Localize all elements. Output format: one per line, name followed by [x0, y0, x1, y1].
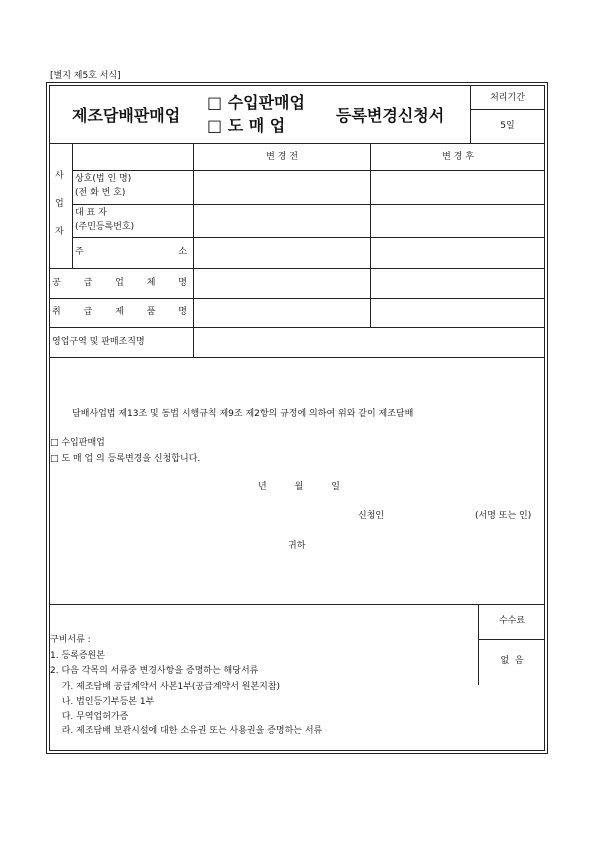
column-before: 변 경 전 [266, 152, 298, 162]
processing-period-value: 5일 [500, 121, 515, 131]
sales-area-label: 영업구역 및 판매조직명 [52, 337, 145, 347]
form-tag: [별지 제5호 서식] [50, 71, 121, 81]
statement-option-wholesale: □ 도 매 업 의 등록변경을 신청합니다. [50, 454, 201, 464]
representative-label: 대 표 자 [75, 208, 107, 218]
sales-area-field[interactable] [194, 328, 545, 357]
trade-name-label: 상호(법 인 명) [75, 174, 132, 184]
representative-before-field[interactable] [194, 205, 370, 237]
processing-period-label: 처리기간 [490, 93, 525, 103]
address-label: 주 소 [75, 247, 187, 257]
applicant-label: 신청인 [358, 511, 385, 521]
document-item: 가. 제조담배 공급계약서 사본1부(공급계약서 원본지참) [56, 682, 281, 692]
address-after-field[interactable] [371, 238, 545, 268]
title-main: 제조담배판매업 [72, 106, 181, 125]
supplier-after-field[interactable] [371, 269, 545, 298]
title-suffix: 등록변경신청서 [336, 106, 445, 125]
fee-label: 수수료 [498, 616, 526, 626]
trade-name-after-field[interactable] [371, 171, 545, 204]
document-item: 2. 다음 각목의 서류중 변경사항을 증명하는 해당서류 [50, 666, 259, 676]
applicant-signature-field[interactable] [400, 508, 470, 524]
address-before-field[interactable] [194, 238, 370, 268]
product-after-field[interactable] [371, 299, 545, 327]
document-item: 1. 등록증원본 [50, 651, 105, 661]
representative-after-field[interactable] [371, 205, 545, 237]
supplier-name-label: 공 급 업 체 명 [52, 278, 187, 288]
trade-name-before-field[interactable] [194, 171, 370, 204]
title-option-import: □ 수입판매업 [207, 93, 305, 112]
applicant-group-2: 업 [55, 199, 64, 209]
title-option-wholesale: □ 도 매 업 [207, 116, 286, 135]
signature-note: (서명 또는 인) [475, 511, 532, 521]
application-date: 년 월 일 [258, 482, 340, 492]
documents-title: 구비서류 : [50, 635, 91, 645]
document-item: 다. 무역업허가증 [56, 712, 129, 722]
resident-number-label: (주민등록번호) [75, 222, 135, 232]
product-before-field[interactable] [194, 299, 370, 327]
column-after: 변 경 후 [442, 152, 474, 162]
product-name-label: 취 급 제 품 명 [52, 307, 187, 317]
applicant-group-3: 자 [55, 227, 64, 237]
applicant-group-1: 사 [55, 171, 64, 181]
fee-value: 없 음 [500, 656, 524, 666]
document-item: 나. 법인등기부등본 1부 [56, 697, 155, 707]
statement-option-import: □ 수입판매업 [50, 438, 105, 448]
addressee-label: 귀하 [288, 541, 306, 551]
application-statement: 담배사업법 제13조 및 동법 시행규칙 제9조 제2항의 규정에 의하여 위와 같이 제조담배 [72, 409, 414, 419]
supplier-before-field[interactable] [194, 269, 370, 298]
phone-label: (전 화 번 호) [75, 188, 126, 198]
document-item: 라. 제조담배 보관시설에 대한 소유권 또는 사용권을 증명하는 서류 [56, 726, 323, 736]
